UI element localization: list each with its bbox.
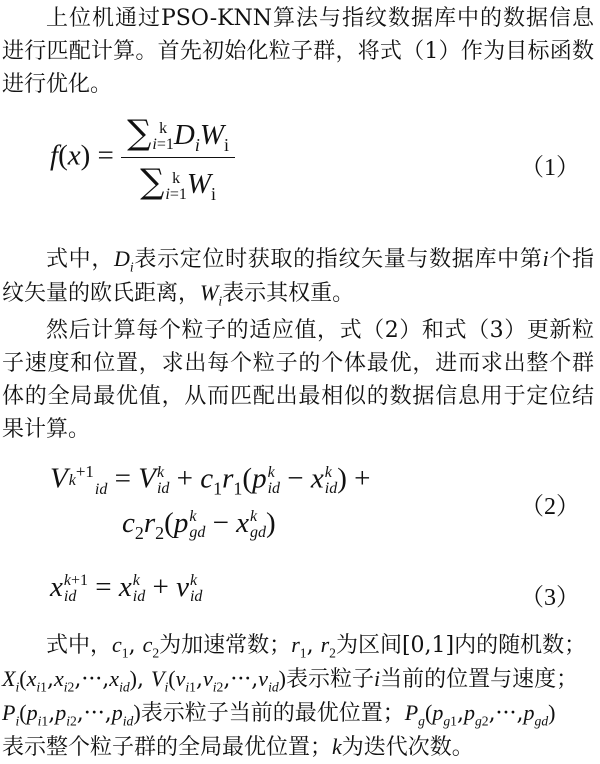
paragraph-update: 然后计算每个粒子的适应值，式（2）和式（3）更新粒子速度和位置，求出每个粒子的个体最优，进而求出整个群体的全局最优值，从而匹配出最相似的数据信息用于定位结果计算。 <box>2 318 594 442</box>
paragraph-intro: 上位机通过PSO-KNN算法与指纹数据库中的数据信息进行匹配计算。首先初始化粒子群，将式（1）作为目标函数进行优化。 <box>2 6 594 97</box>
equation-3: x k+1 id = x k id + v k id <box>50 571 203 606</box>
equation-3-number: （3） <box>520 585 580 611</box>
equation-2-line-1: V k $^{+1}$ id = V k id + $c_1r_1(p$ k id − x k id ) + <box>50 462 371 499</box>
equation-2-line-2: $c_2r_2(p$ k gd − x k gd ) <box>122 507 276 543</box>
equation-1: f(x) = ∑ k i=1 $D_iW_i$ ∑ k i=1 $W_i$ <box>50 113 235 203</box>
equation-1-number: （1） <box>520 155 580 181</box>
paragraph-definitions-2: 式中，$c_1$, $c_2$为加速常数；$r_1$, $r_2$为区间[0,1]内的随机数； $X_i(x_{i1},x_{i2},\cdot\cdot\cdot,x_{id})$, $V_i(v_{i1},v_{i2},\cdot\cdot\cdot,v_{id})$表示粒子i当前的位置与速度； $P_i(p_{i1},p_{i2},\cdot\cdot\cdot,p_{id})$表示粒子当前的最优位置；$P_g(p_{g1},p_{g2},\cdot\cdot\cdot,p_{gd})$ 表示整个粒子群的全局最优位置；k为迭代次数。 <box>2 632 587 760</box>
equation-2-number: （2） <box>520 494 580 520</box>
paragraph-definitions-1: 式中，$D_i$表示定位时获取的指纹矢量与数据库中第i个指纹矢量的欧氏距离，$W_i$表示其权重。 <box>2 246 594 309</box>
